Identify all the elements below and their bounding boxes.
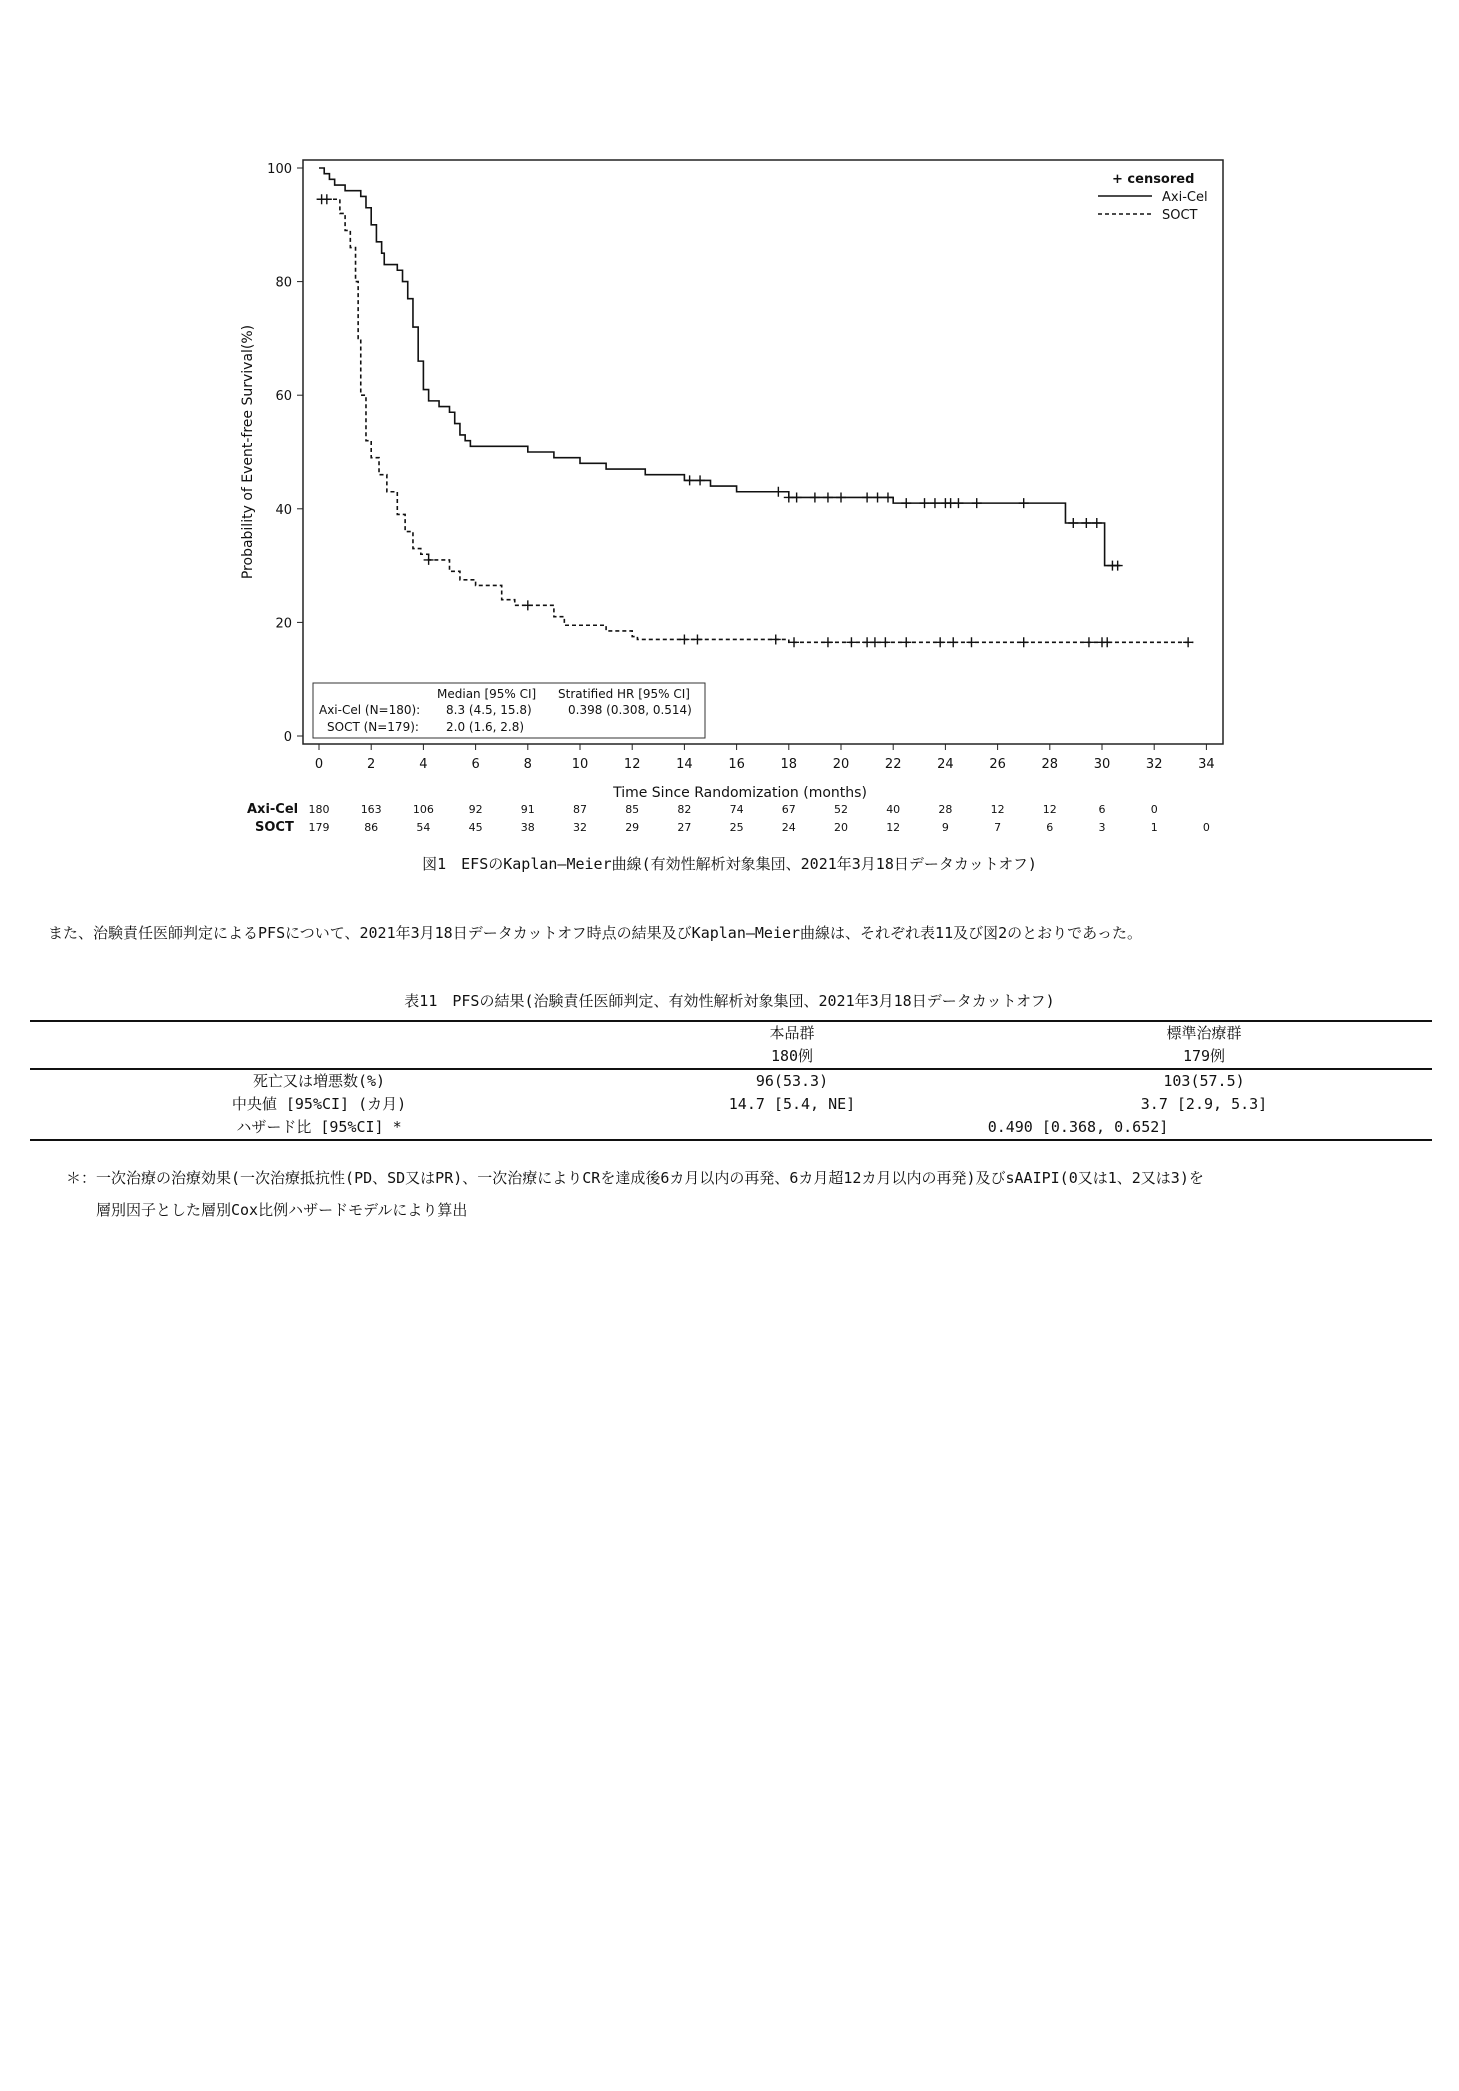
x-tick-label: 18 xyxy=(780,757,798,772)
at-risk-count: 6 xyxy=(1098,803,1106,816)
stats-row-axi-median: 8.3 (4.5, 15.8) xyxy=(446,703,532,717)
censor-mark xyxy=(1019,637,1029,647)
y-axis xyxy=(267,162,303,745)
censor-mark xyxy=(972,498,982,508)
stats-box xyxy=(313,683,705,738)
x-tick-label: 28 xyxy=(1041,757,1059,772)
table-header-row xyxy=(30,1021,1432,1045)
header-col2: 標準治療群 xyxy=(976,1021,1432,1045)
censor-mark xyxy=(920,498,930,508)
censor-mark xyxy=(846,637,856,647)
at-risk-count: 91 xyxy=(520,803,535,816)
censor-mark xyxy=(792,492,802,502)
stats-row-axi-hr: 0.398 (0.308, 0.514) xyxy=(568,703,692,717)
header-col1-n: 180例 xyxy=(608,1045,976,1069)
legend-censored: + censored xyxy=(1112,172,1195,187)
at-risk-count: 12 xyxy=(990,803,1005,816)
y-tick-label: 80 xyxy=(275,275,292,291)
censor-mark xyxy=(953,498,963,508)
censor-mark xyxy=(1084,637,1094,647)
censor-mark xyxy=(679,634,689,644)
at-risk-count: 9 xyxy=(941,821,949,834)
x-tick-label: 14 xyxy=(676,757,693,772)
at-risk-count: 179 xyxy=(308,821,330,834)
body-paragraph: また、治験責任医師判定によるPFSについて、2021年3月18日データカットオフ時点の結果及びKaplan—Meier曲線は、それぞれ表11及び図2のとおりであった。 xyxy=(48,924,1142,942)
x-axis xyxy=(315,744,1215,772)
at-risk-label-soct: SOCT xyxy=(255,820,294,835)
at-risk-count: 92 xyxy=(468,803,483,816)
y-tick-label: 20 xyxy=(275,616,292,632)
x-axis-label: Time Since Randomization (months) xyxy=(613,785,867,801)
footnote-line-2: 層別因子とした層別Cox比例ハザードモデルにより算出 xyxy=(96,1201,468,1219)
footnote-line-1: ＊：一次治療の治療効果(一次治療抵抗性(PD、SD又はPR)、一次治療によりCRを達成後6カ月以内の再発、6カ月超12カ月以内の再発)及びsAAIPI(0又は1、2又は3)を xyxy=(66,1169,1204,1187)
at-risk-count: 6 xyxy=(1046,821,1054,834)
header-col2-n: 179例 xyxy=(976,1045,1432,1069)
censor-mark xyxy=(1092,518,1102,528)
censor-mark xyxy=(823,637,833,647)
at-risk-count: 24 xyxy=(781,821,796,834)
censor-mark xyxy=(1068,518,1078,528)
table-row xyxy=(30,1069,1432,1093)
stats-row-axi-label: Axi-Cel (N=180): xyxy=(319,703,421,717)
row-value-merged: 0.490 [0.368, 0.652] xyxy=(608,1116,1432,1140)
censor-mark xyxy=(1081,518,1091,528)
censor-mark xyxy=(948,637,958,647)
row-value-col1: 96(53.3) xyxy=(755,1072,829,1090)
at-risk-count: 7 xyxy=(994,821,1002,834)
at-risk-count: 163 xyxy=(360,803,382,816)
legend-soct: SOCT xyxy=(1162,208,1198,223)
y-axis-label: Probability of Event-free Survival(%) xyxy=(240,324,256,580)
censor-mark xyxy=(771,634,781,644)
at-risk-count: 106 xyxy=(412,803,434,816)
curve-axi-cel xyxy=(319,168,1120,566)
censor-mark xyxy=(870,637,880,647)
censor-mark xyxy=(930,498,940,508)
at-risk-count: 20 xyxy=(834,821,848,834)
row-value-col1: 14.7 [5.4, NE] xyxy=(728,1095,856,1113)
censor-mark xyxy=(836,492,846,502)
pfs-results-table xyxy=(30,1020,1432,1141)
at-risk-count: 1 xyxy=(1150,821,1158,834)
curve-soct xyxy=(319,199,1193,642)
at-risk-count: 25 xyxy=(729,821,744,834)
at-risk-count: 0 xyxy=(1150,803,1158,816)
at-risk-count: 38 xyxy=(520,821,535,834)
y-tick-label: 0 xyxy=(283,730,292,745)
x-tick-label: 26 xyxy=(989,757,1006,772)
at-risk-count: 28 xyxy=(938,803,953,816)
row-label: ハザード比 [95%CI] * xyxy=(30,1116,608,1140)
censor-mark xyxy=(1183,637,1193,647)
x-tick-label: 34 xyxy=(1198,757,1215,772)
legend-axi-cel: Axi-Cel xyxy=(1162,190,1208,205)
censor-mark xyxy=(424,555,434,565)
x-tick-label: 4 xyxy=(419,757,428,772)
figure-caption: 図1 EFSのKaplan—Meier曲線(有効性解析対象集団、2021年3月18日データカットオフ) xyxy=(422,855,1037,873)
footnote xyxy=(66,1162,1436,1226)
y-tick-label: 40 xyxy=(275,502,292,518)
at-risk-count: 86 xyxy=(364,821,379,834)
censor-mark xyxy=(692,634,702,644)
table-row xyxy=(30,1093,1432,1116)
censor-mark xyxy=(967,637,977,647)
at-risk-count: 3 xyxy=(1098,821,1106,834)
x-tick-label: 32 xyxy=(1145,757,1163,772)
at-risk-count: 74 xyxy=(729,803,744,816)
at-risk-table xyxy=(247,802,1210,835)
censor-mark xyxy=(685,475,695,485)
stats-row-soct-median: 2.0 (1.6, 2.8) xyxy=(446,720,525,734)
censor-mark xyxy=(773,487,783,497)
censor-mark xyxy=(823,492,833,502)
y-tick-label: 100 xyxy=(267,162,292,177)
at-risk-count: 67 xyxy=(781,803,796,816)
x-tick-label: 24 xyxy=(937,757,954,772)
x-tick-label: 30 xyxy=(1093,757,1111,772)
y-tick-label: 60 xyxy=(275,389,292,405)
censor-mark xyxy=(1019,498,1029,508)
censor-mark xyxy=(322,194,332,204)
censor-mark xyxy=(901,498,911,508)
at-risk-count: 27 xyxy=(677,821,692,834)
at-risk-count: 40 xyxy=(886,803,901,816)
at-risk-count: 85 xyxy=(625,803,640,816)
at-risk-count: 82 xyxy=(677,803,692,816)
at-risk-count: 54 xyxy=(416,821,431,834)
efs-chart xyxy=(0,0,1459,880)
at-risk-count: 29 xyxy=(625,821,640,834)
at-risk-count: 0 xyxy=(1202,821,1210,834)
censor-mark xyxy=(1102,637,1112,647)
x-tick-label: 16 xyxy=(728,757,745,772)
plot-frame xyxy=(303,160,1223,744)
row-label: 中央値 [95%CI] (カ月) xyxy=(231,1095,407,1113)
censor-mark xyxy=(1113,561,1123,571)
row-value-col2: 3.7 [2.9, 5.3] xyxy=(1140,1095,1268,1113)
header-col1: 本品群 xyxy=(608,1021,976,1045)
table-caption: 表11 PFSの結果(治験責任医師判定、有効性解析対象集団、2021年3月18日データカットオフ) xyxy=(404,992,1055,1010)
stats-header-median: Median [95% CI] xyxy=(437,687,537,701)
at-risk-count: 87 xyxy=(573,803,587,816)
censor-mark xyxy=(935,637,945,647)
censor-mark xyxy=(883,492,893,502)
censor-mark xyxy=(862,492,872,502)
table-header-n-row xyxy=(30,1045,1432,1069)
x-tick-label: 22 xyxy=(884,757,902,772)
x-tick-label: 2 xyxy=(367,757,376,772)
legend xyxy=(1098,172,1208,223)
at-risk-count: 12 xyxy=(1042,803,1057,816)
x-tick-label: 12 xyxy=(623,757,641,772)
x-tick-label: 8 xyxy=(523,757,532,772)
at-risk-count: 180 xyxy=(308,803,330,816)
x-tick-label: 6 xyxy=(471,757,480,772)
table-row xyxy=(30,1116,1432,1140)
censor-mark xyxy=(523,600,533,610)
censor-mark xyxy=(789,637,799,647)
censor-mark xyxy=(901,637,911,647)
censor-mark xyxy=(873,492,883,502)
censor-mark xyxy=(695,475,705,485)
at-risk-count: 45 xyxy=(468,821,483,834)
stats-row-soct-label: SOCT (N=179): xyxy=(327,720,419,734)
row-label: 死亡又は増悪数(%) xyxy=(252,1072,386,1090)
x-tick-label: 20 xyxy=(832,757,850,772)
curves xyxy=(317,168,1194,647)
header-blank xyxy=(30,1021,608,1045)
x-tick-label: 0 xyxy=(314,757,324,772)
row-value-col2: 103(57.5) xyxy=(1163,1072,1245,1090)
header-n-blank xyxy=(30,1045,608,1069)
at-risk-count: 12 xyxy=(886,821,901,834)
censor-mark xyxy=(880,637,890,647)
x-tick-label: 10 xyxy=(571,757,589,772)
at-risk-count: 52 xyxy=(834,803,848,816)
stats-header-hr: Stratified HR [95% CI] xyxy=(558,687,690,701)
censor-mark xyxy=(810,492,820,502)
at-risk-count: 32 xyxy=(573,821,587,834)
at-risk-label-axi-cel: Axi-Cel xyxy=(247,802,299,817)
